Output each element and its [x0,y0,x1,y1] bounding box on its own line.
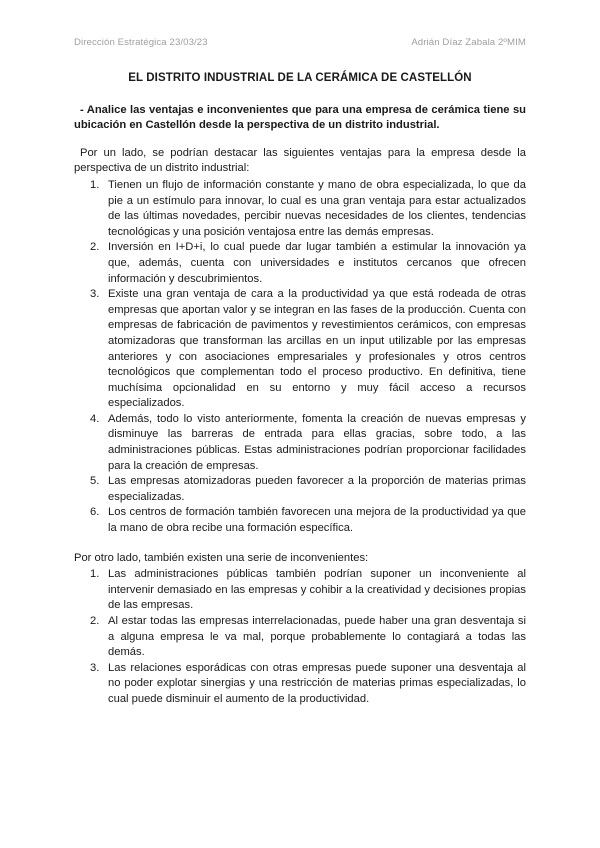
question-text: - Analice las ventajas e inconvenientes que para una empresa de cerámica tiene su ubicación en Castellón desde la perspectiva de un distrito industrial. [74,103,526,132]
document-body [74,71,526,708]
list-item-number: 2. [90,241,100,254]
list-item-text: Existe una gran ventaja de cara a la productividad ya que está rodeada de otras empresas que aportan valor y se integran en las fases de la producción. Cuenta con empresas de fabricación de pavimentos y revestimientos cerámicos, con empresas atomizadoras que transforman las arcillas en un input utilizable por las empresas anteriores y con asociaciones empresariales y profesionales y otros centros tecnológicos que complementan todo el proceso productivo. En definitiva, tiene muchísima opcionalidad en su entorno y muy fácil acceso a recursos especializados. [108,288,526,410]
list-item [74,614,526,661]
list-item [74,412,526,474]
header-left: Dirección Estratégica 23/03/23 [74,37,208,48]
list-item [74,474,526,505]
advantages-intro: Por un lado, se podrían destacar las siguientes ventajas para la empresa desde la perspectiva de un distrito industrial: [74,146,526,175]
list-item-number: 1. [90,178,100,191]
list-item-text: Las relaciones esporádicas con otras empresas puede suponer una desventaja al no poder explotar sinergias y una restricción de materias primas especializadas, lo cual puede disminuir el aumento de la productividad. [108,661,526,705]
document-title: EL DISTRITO INDUSTRIAL DE LA CERÁMICA DE CASTELLÓN [128,72,472,84]
list-item-number: 3. [90,288,100,301]
list-item [74,240,526,287]
header-right: Adrián Díaz Zabala 2ºMIM [411,37,526,48]
list-item-number: 2. [90,615,100,627]
list-item-text: Inversión en I+D+i, lo cual puede dar lugar también a estimular la innovación ya que, además, cuenta con universidades e institutos cercanos que ofrecen información y descubrimientos. [108,241,526,285]
list-item-text: Tienen un flujo de información constante y mano de obra especializada, lo que da pie a un estímulo para innovar, lo cual es una gran ventaja para estar actualizados de las últimas novedades, percibir nuevas necesidades de los clientes, tendencias tecnológicas y una posición ventajosa entre las demás empresas. [108,178,526,238]
list-item-text: Al estar todas las empresas interrelacionadas, puede haber una gran desventaja si a alguna empresa le va mal, porque probablemente lo contagiará a todas las demás. [108,615,526,659]
list-item-text: Los centros de formación también favorecen una mejora de la productividad ya que la mano de obra recibe una formación específica. [108,506,526,535]
list-item-number: 5. [90,475,100,488]
list-item [74,287,526,412]
list-item [74,505,526,536]
list-item [74,178,526,240]
list-item [74,661,526,708]
list-item-text: Además, todo lo visto anteriormente, fomenta la creación de nuevas empresas y disminuye las barreras de entrada para ellas gracias, sobre todo, a las administraciones públicas. Estas administraciones podrían proporcionar facilidades para la creación de empresas. [108,412,526,472]
list-item-number: 3. [90,661,100,674]
list-item-text: Las administraciones públicas también podrían suponer un inconveniente al intervenir demasiado en las empresas y cohibir a la creatividad y decisiones propias de las empresas. [108,568,526,612]
list-item [74,567,526,614]
list-item-number: 1. [90,568,100,581]
list-item-number: 4. [90,412,100,425]
list-item-number: 6. [90,506,100,519]
disadvantages-list [74,567,526,707]
advantages-list [74,178,526,537]
list-item-text: Las empresas atomizadoras pueden favorecer a la proporción de materias primas especializadas. [108,475,526,503]
disadvantages-intro: Por otro lado, también existen una serie de inconvenientes: [74,551,369,564]
